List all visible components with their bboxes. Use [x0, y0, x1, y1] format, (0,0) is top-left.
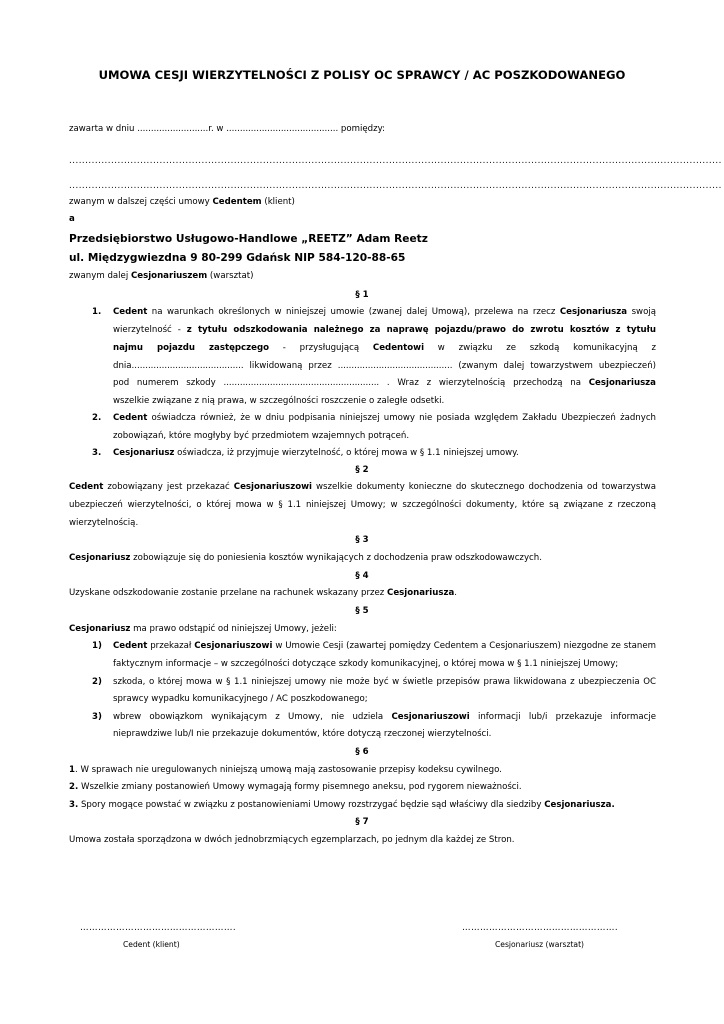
s4-line-1: Uzyskane odszkodowanie zostanie przelane na rachunek wskazany przez Cesjonariusza. [69, 588, 458, 598]
section-7-heading: § 7 [355, 817, 369, 827]
cessionary-role: Cesjonariuszem [130, 271, 208, 281]
cessionary-suffix: (warsztat) [207, 271, 254, 281]
section-3-heading: § 3 [355, 535, 369, 545]
cessionary-called-line [69, 270, 656, 282]
party-dots-line-1: .......................................................................................................................................................................................................... [69, 156, 722, 166]
company-name: Przedsiębiorstwo Usługowo-Handlowe „REETZ” Adam Reetz [69, 233, 428, 245]
s6-point-1: 1. W sprawach nie uregulowanych niniejszą umową mają zastosowanie przepisy kodeksu cywilnego. [69, 765, 502, 775]
s5-item-2-line-2: sprawcy wypadku komunikacyjnego / AC poszkodowanego; [113, 694, 368, 704]
s1-item-2-number: 2. [92, 413, 102, 423]
cessionary-signature-line: ……………………………………………. [462, 923, 619, 933]
cessionary-prefix: zwanym dalej [69, 271, 131, 281]
s2-line-2: ubezpieczeń wierzytelności, o której mowa w § 1.1 niniejszej Umowy; w szczególności dokumenty, które są związane z rzeczoną [69, 500, 656, 510]
s5-intro: Cesjonariusz ma prawo odstąpić od niniejszej Umowy, jeżeli: [69, 624, 337, 634]
s2-line-3: wierzytelnością. [69, 518, 139, 528]
s1-item-1-line-6: wszelkie związane z nią prawa, w szczególności roszczenie o zaległe odsetki. [113, 396, 445, 406]
s1-item-1-line-1: Cedent na warunkach określonych w niniejszej umowie (zwanej dalej Umową), przelewa na rzecz Cesjonariusza swoją [113, 307, 656, 317]
called-suffix: (klient) [261, 197, 295, 207]
s5-item-1-line-1: Cedent przekazał Cesjonariuszowi w Umowie Cesji (zawartej pomiędzy Cedentem a Cesjonariuszem) niezgodne ze stanem [113, 641, 656, 651]
concluded-line: zawarta w dniu ..........................r. w ......................................... pomiędzy: [69, 124, 386, 134]
cessionary-signature-label: Cesjonariusz (warsztat) [495, 940, 585, 949]
s5-item-3-number: 3) [92, 712, 102, 722]
s6-point-3: 3. Spory mogące powstać w związku z postanowieniami Umowy rozstrzygać będzie sąd właściwy dla siedziby Cesjonariusza. [69, 800, 615, 810]
s1-item-2-line-1: Cedent oświadcza również, że w dniu podpisania niniejszej umowy nie posiada względem Zakładu Ubezpieczeń żadnych [113, 413, 656, 423]
section-1-heading: § 1 [355, 290, 369, 300]
and-word: a [69, 214, 75, 224]
called-prefix: zwanym w dalszej części umowy [69, 197, 213, 207]
s1-item-3-line-1: Cesjonariusz oświadcza, iż przyjmuje wierzytelność, o której mowa w § 1.1 niniejszej umowy. [113, 448, 519, 458]
section-5-heading: § 5 [355, 606, 369, 616]
company-address: ul. Międzygwiezdna 9 80-299 Gdańsk NIP 584-120-88-65 [69, 252, 406, 264]
section-6-heading: § 6 [355, 747, 369, 757]
cedent-signature-label: Cedent (klient) [123, 940, 180, 949]
s1-item-1-line-3: najmu pojazdu zastępczego - przysługującą Cedentowi w związku ze szkodą komunikacyjną z [113, 343, 657, 353]
s5-item-2-line-1: szkoda, o której mowa w § 1.1 niniejszej umowy nie może być w świetle przepisów prawa likwidowana z ubezpieczenia OC [113, 677, 656, 687]
cedent-called-line [69, 196, 656, 208]
s7-line-1: Umowa została sporządzona w dwóch jednobrzmiących egzemplarzach, po jednym dla każdej ze Stron. [69, 835, 515, 845]
section-2-heading: § 2 [355, 465, 369, 475]
s5-item-1-number: 1) [92, 641, 102, 651]
cedent-role: Cedentem [212, 197, 262, 207]
s1-item-3-number: 3. [92, 448, 102, 458]
document-title: UMOWA CESJI WIERZYTELNOŚCI Z POLISY OC SPRAWCY / AC POSZKODOWANEGO [98, 68, 626, 82]
s3-line-1: Cesjonariusz zobowiązuje się do poniesienia kosztów wynikających z dochodzenia praw odszkodowawczych. [69, 553, 542, 563]
section-4-heading: § 4 [355, 571, 369, 581]
s1-item-1-line-4: dnia......................................... likwidowaną przez .......................................... (zwanym dalej towarzystwem ubezpieczeń) [113, 361, 656, 371]
party-dots-line-2: .......................................................................................................................................................................................................... [69, 181, 722, 191]
s1-item-1-number: 1. [92, 307, 102, 317]
s5-item-3-line-2: nieprawdziwe lub/I nie przekazuje dokumentów, które dotyczą rzeczonej wierzytelności. [113, 729, 492, 739]
s2-line-1: Cedent zobowiązany jest przekazać Cesjonariuszowi wszelkie dokumenty konieczne do skutecznego dochodzenia od towarzystwa [69, 482, 656, 492]
cedent-signature-line: ……………………………………………. [80, 923, 237, 933]
s1-item-2-line-2: zobowiązań, które mogłyby być przedmiotem wzajemnych potrąceń. [113, 431, 410, 441]
s1-item-1-line-2: wierzytelność - z tytułu odszkodowania należnego za naprawę pojazdu/prawo do zwrotu kosztów z tytułu [113, 325, 656, 335]
s1-item-1-line-5: pod numerem szkody ......................................................... . Wraz z wierzytelnością przechodzą na Cesjonariusza [113, 378, 656, 388]
s5-item-2-number: 2) [92, 677, 102, 687]
s5-item-3-line-1: wbrew obowiązkom wynikającym z Umowy, nie udziela Cesjonariuszowi informacji lub/i przekazuje informacje [113, 712, 656, 722]
s5-item-1-line-2: faktycznym informacje – w szczególności dotyczące szkody komunikacyjnej, o której mowa w § 1.1 niniejszej Umowy; [113, 659, 619, 669]
s6-point-2: 2. Wszelkie zmiany postanowień Umowy wymagają formy pisemnego aneksu, pod rygorem nieważności. [69, 782, 522, 792]
